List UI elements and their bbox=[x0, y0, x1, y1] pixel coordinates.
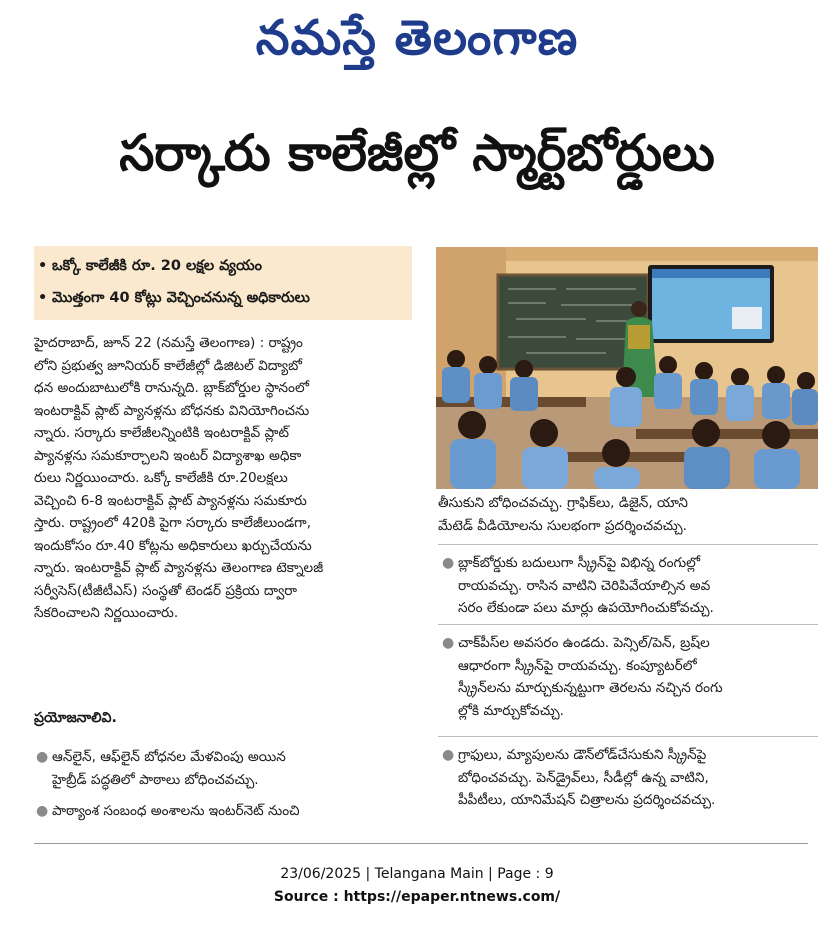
classroom-photo-graphic bbox=[436, 247, 818, 489]
bullet-icon: ● bbox=[442, 747, 455, 763]
article-line: న్నారు. సర్కారు కాలేజీలన్నింటికి ఇంటరాక్టివ్ ప్లాట్ bbox=[34, 425, 289, 441]
benefit-line: బ్లాక్‌బోర్డుకు బదులుగా స్క్రీన్‌పై విభిన్న రంగుల్లో bbox=[458, 555, 701, 571]
benefit-item bbox=[442, 744, 716, 812]
benefit-line: పాఠ్యాంశ సంబంధ అంశాలను ఇంటర్‌నెట్ నుంచి bbox=[52, 803, 300, 819]
article-line: న్నారు. ఇంటరాక్టివ్ ప్లాట్ ప్యానళ్లను తెలంగాణ టెక్నాలజీ bbox=[34, 560, 324, 576]
article-line: ఇందుకోసం రూ.40 కోట్లను అధికారులు ఖర్చుచేయను bbox=[34, 537, 312, 554]
benefit-line: స్క్రీన్‌లను మార్చుకున్నట్టుగా తెరలను నచ్చిన రంగు bbox=[458, 680, 723, 696]
right-article-body bbox=[438, 492, 818, 537]
highlight-item: • మొత్తంగా 40 కోట్లు వెచ్చించనున్న అధికారులు bbox=[52, 288, 310, 308]
classroom-photo bbox=[436, 247, 818, 489]
masthead-logo: నమస్తే తెలంగాణ bbox=[255, 10, 579, 66]
footer-date-page: 23/06/2025 | Telangana Main | Page : 9 bbox=[280, 866, 554, 882]
article-line: వెచ్చించి 6-8 ఇంటరాక్టివ్ ప్లాట్ ప్యానళ్లను సమకూరు bbox=[34, 492, 307, 509]
benefit-line: ఆన్‌లైన్, ఆఫ్‌లైన్ బోధనల మేళవింపు అయిన bbox=[52, 749, 286, 765]
benefit-item bbox=[442, 552, 714, 620]
benefit-line: ల్లోకి మార్చుకోవచ్చు. bbox=[458, 702, 564, 719]
article-line: సర్వీసెస్(టీజీటీఎస్) సంస్థతో టెండర్ ప్రక్రియ ద్వారా bbox=[34, 582, 298, 599]
article-line: లోని ప్రభుత్వ జూనియర్ కాలేజీల్లో డిజిటల్ విద్యాబో bbox=[34, 357, 302, 374]
benefit-item bbox=[442, 632, 723, 722]
article-line: సేకరించాలని నిర్ణయించారు. bbox=[34, 605, 179, 621]
article-line: రులు నిర్ణయించారు. ఒక్కో కాలేజీకి రూ.20లక్షలు bbox=[34, 470, 288, 486]
bullet-icon: ● bbox=[36, 803, 49, 819]
benefit-line: బోధించవచ్చు. పెన్‌డ్రైవ్‌లు, సీడీల్లో ఉన్న వాటిని, bbox=[458, 769, 709, 786]
left-article-body bbox=[34, 332, 412, 625]
divider bbox=[438, 624, 818, 625]
benefit-item bbox=[36, 800, 300, 823]
bullet-icon: ● bbox=[442, 635, 455, 651]
benefit-line: సరం లేకుండా పలు మార్లు ఉపయోగించుకోవచ్చు. bbox=[458, 600, 714, 616]
benefit-line: ఆధారంగా స్క్రీన్‌పై రాయవచ్చు. కంప్యూటర్‌లో bbox=[458, 657, 697, 674]
benefit-item bbox=[36, 746, 286, 791]
divider bbox=[438, 544, 818, 545]
benefit-line: గ్రాఫులు, మ్యాపులను డౌన్‌లోడ్‌చేసుకుని స్క్రీన్‌పై bbox=[458, 747, 707, 763]
article-line: స్తారు. రాష్ట్రంలో 420కి పైగా సర్కారు కాలేజీలుండగా, bbox=[34, 515, 312, 531]
bullet-icon: ● bbox=[442, 555, 455, 571]
article-line: మేటెడ్ వీడియోలను సులభంగా ప్రదర్శించవచ్చు. bbox=[438, 517, 687, 534]
article-line: తీసుకుని బోధించవచ్చు. గ్రాఫిక్‌లు, డిజైన్, యాని bbox=[438, 495, 688, 511]
divider bbox=[438, 736, 818, 737]
headline: సర్కారు కాలేజీల్లో స్మార్ట్‌బోర్డులు bbox=[119, 124, 715, 182]
footer-source: Source : https://epaper.ntnews.com/ bbox=[273, 889, 561, 905]
footer-rule bbox=[34, 843, 808, 844]
article-line: ప్యానళ్లను సమకూర్చాలని ఇంటర్ విద్యాశాఖ అధికా bbox=[34, 447, 302, 464]
benefits-subhead: ప్రయోజనాలివి. bbox=[34, 710, 117, 726]
highlight-item: • ఒక్కో కాలేజీకి రూ. 20 లక్షల వ్యయం bbox=[52, 256, 262, 276]
benefit-line: పీపీటీలు, యానిమేషన్ చిత్రాలను ప్రదర్శించవచ్చు. bbox=[458, 792, 716, 808]
bullet-icon: ● bbox=[36, 749, 49, 765]
benefit-line: రాయవచ్చు. రాసిన వాటిని చెరిపివేయాల్సిన అవ bbox=[458, 577, 711, 594]
article-line: ధన అందుబాటులోకి రానున్నది. బ్లాక్‌బోర్డుల స్థానంలో bbox=[34, 380, 309, 396]
benefit-line: చాక్‌పీస్‌ల అవసరం ఉండదు. పెన్సిల్/పెన్, బ్రష్‌ల bbox=[458, 635, 710, 651]
article-line: హైదరాబాద్, జూన్ 22 (నమస్తే తెలంగాణ) : రాష్ట్రం bbox=[34, 335, 303, 351]
article-line: ఇంటరాక్టివ్ ప్లాట్ ప్యానళ్లను బోధనకు వినియోగించను bbox=[34, 402, 310, 419]
benefit-line: హైబ్రీడ్ పద్ధతిలో పాఠాలు బోధించవచ్చు. bbox=[52, 771, 259, 788]
highlights-box bbox=[34, 246, 412, 320]
